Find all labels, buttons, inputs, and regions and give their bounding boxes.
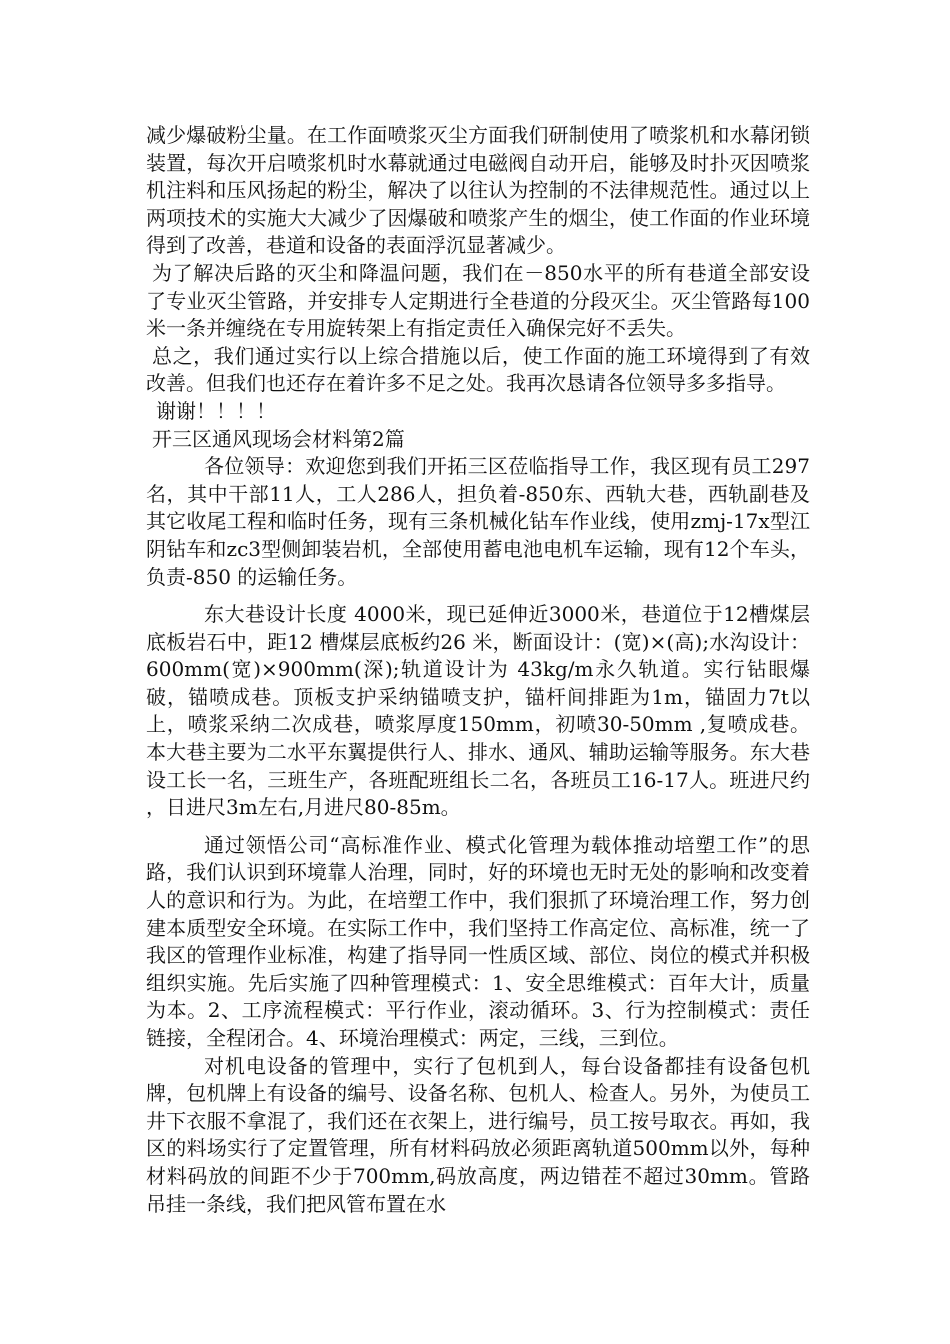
paragraph-3: 总之，我们通过实行以上综合措施以后，使工作面的施工环境得到了有效改善。但我们也还存在着许多不足之处。我再次恳请各位领导多多指导。 xyxy=(146,343,810,396)
paragraph-2: 为了解决后路的灭尘和降温问题，我们在－850水平的所有巷道全部安设了专业灭尘管路，并安排专人定期进行全巷道的分段灭尘。灭尘管路每100米一条并缠绕在专用旋转架上有指定责任入确保完好不丢失。 xyxy=(146,260,810,341)
thanks-line: 谢谢！！！！ xyxy=(156,398,276,423)
paragraph-greeting: 各位领导：欢迎您到我们开拓三区莅临指导工作，我区现有员工297名，其中干部11人，工人286人，担负着-850东、西轨大巷，西轨副巷及其它收尾工程和临时任务，现有三条机械化钻车作业线，使用zmj-17x型江阴钻车和zc3型侧卸装岩机，全部使用蓄电池电机车运输，现有12个车头，负责-850 的运输任务。 xyxy=(146,454,810,589)
document-body xyxy=(146,122,810,1218)
section-title: 开三区通风现场会材料第2篇 xyxy=(152,426,405,451)
paragraph-environment: 通过领悟公司“高标准作业、模式化管理为载体推动培塑工作”的思路，我们认识到环境靠人治理，同时，好的环境也无时无处的影响和改变着人的意识和行为。为此，在培塑工作中，我们狠抓了环境治理工作，努力创建本质型安全环境。在实际工作中，我们坚持工作高定位、高标准，统一了我区的管理作业标准，构建了指导同一性质区域、部位、岗位的模式并积极组织实施。先后实施了四种管理模式：1、安全思维模式：百年大计，质量为本。2、工序流程模式：平行作业，滚动循环。3、行为控制模式：责任链接，全程闭合。4、环境治理模式：两定，三线，三到位。 xyxy=(146,832,810,1050)
paragraph-east-tunnel: 东大巷设计长度 4000米，现已延伸近3000米，巷道位于12槽煤层底板岩石中，距12 槽煤层底板约26 米，断面设计：(宽)×(高);水沟设计：600mm(宽)×900mm(深);轨道设计为 43kg/m永久轨道。实行钻眼爆破，锚喷成巷。顶板支护采纳锚喷支护，锚杆间排距为1m，锚固力7t以上，喷浆采纳二次成巷，喷浆厚度150mm，初喷30-50mm ,复喷成巷。本大巷主要为二水平东翼提供行人、排水、通风、辅助运输等服务。东大巷设工长一名，三班生产，各班配班组长二名，各班员工16-17人。班进尺约 ，日进尺3m左右,月进尺80-85m。 xyxy=(146,602,810,820)
paragraph-equipment: 对机电设备的管理中，实行了包机到人，每台设备都挂有设备包机牌，包机牌上有设备的编号、设备名称、包机人、检查人。另外，为使员工井下衣服不拿混了，我们还在衣架上，进行编号，员工按号取衣。再如，我区的料场实行了定置管理，所有材料码放必须距离轨道500mm以外，每种材料码放的间距不少于700mm,码放高度，两边错茬不超过30mm。管路吊挂一条线，我们把风管布置在水 xyxy=(146,1053,810,1216)
paragraph-1: 减少爆破粉尘量。在工作面喷浆灭尘方面我们研制使用了喷浆机和水幕闭锁装置，每次开启喷浆机时水幕就通过电磁阀自动开启，能够及时扑灭因喷浆机注料和压风扬起的粉尘，解决了以往认为控制的不法律规范性。通过以上两项技术的实施大大减少了因爆破和喷浆产生的烟尘，使工作面的作业环境得到了改善，巷道和设备的表面浮沉显著减少。 xyxy=(146,123,810,258)
